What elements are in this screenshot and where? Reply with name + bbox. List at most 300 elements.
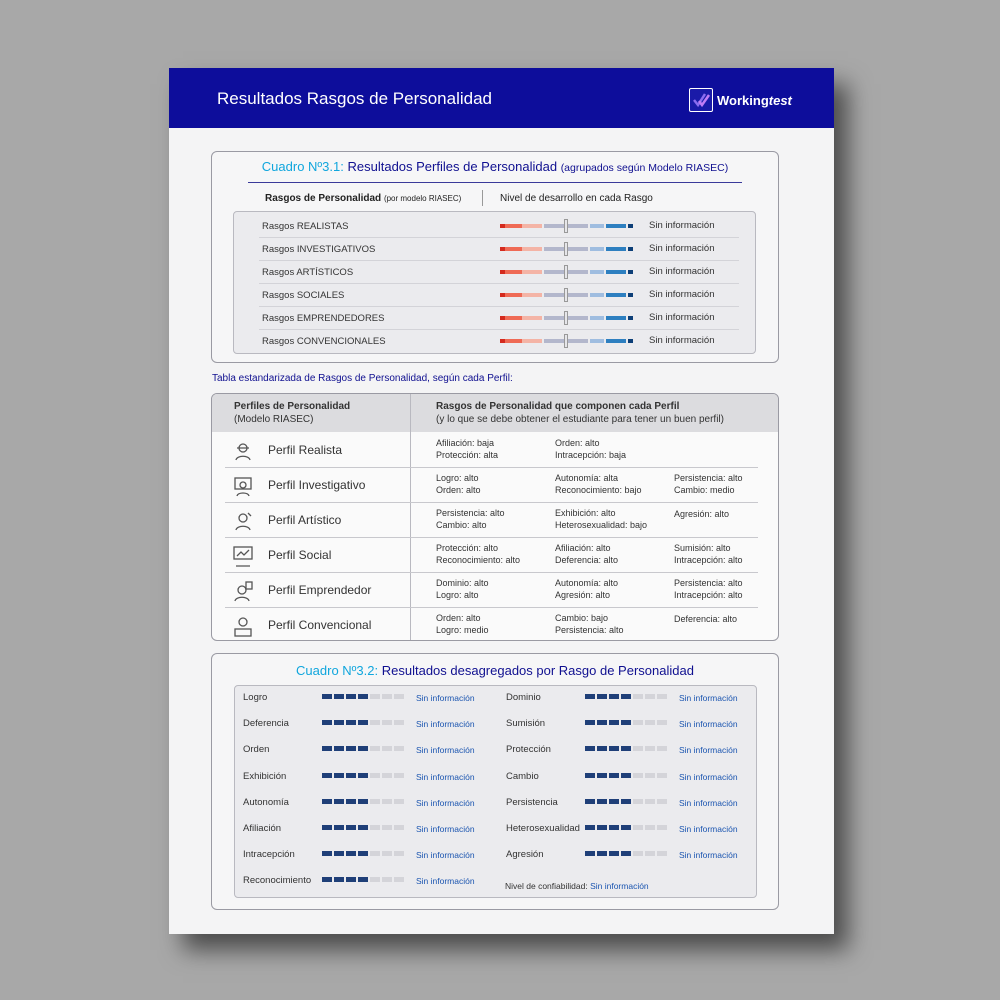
- trait-cell: [555, 612, 624, 636]
- scale-segment: [628, 293, 633, 297]
- worker-icon: [232, 440, 254, 462]
- bar-segment: [346, 851, 356, 856]
- page-title: Resultados Rasgos de Personalidad: [217, 89, 493, 108]
- trait-value: Sin información: [416, 850, 475, 861]
- trait-cell: [436, 542, 520, 566]
- trait-row-persistencia: [498, 791, 758, 817]
- trait-cell: [674, 613, 737, 625]
- scale-segment: [522, 339, 542, 343]
- trait-item: Heterosexualidad: bajo: [555, 520, 648, 530]
- scale-segment: [628, 247, 633, 251]
- trait-label: Orden: [243, 744, 270, 756]
- level-scale: [500, 293, 632, 297]
- trait-label: Dominio: [506, 692, 541, 703]
- bar-segment: [609, 746, 619, 751]
- trait-row-dominio: [498, 686, 758, 712]
- entrepreneur-icon: [232, 580, 254, 602]
- trait-level-bar: [585, 825, 667, 830]
- bar-segment: [370, 799, 380, 804]
- scale-marker: [564, 265, 568, 279]
- traits-results-panel: [234, 685, 757, 898]
- bar-segment: [633, 825, 643, 830]
- bar-segment: [645, 773, 655, 778]
- trait-item: Exhibición: alto: [555, 508, 616, 518]
- profile-name: Perfil Emprendedor: [268, 583, 372, 597]
- bar-segment: [597, 851, 607, 856]
- bar-segment: [334, 825, 344, 830]
- trait-level-bar: [322, 877, 404, 882]
- trait-row-proteccion: [498, 738, 758, 764]
- bar-segment: [334, 773, 344, 778]
- bar-segment: [394, 746, 404, 751]
- trait-item: Agresión: alto: [674, 509, 730, 519]
- bar-segment: [585, 694, 595, 699]
- bar-segment: [382, 799, 392, 804]
- trait-label: Afiliación: [243, 823, 282, 834]
- bar-segment: [382, 773, 392, 778]
- scale-segment: [522, 247, 542, 251]
- bar-segment: [657, 746, 667, 751]
- trait-item: Sumisión: alto: [674, 543, 731, 553]
- bar-segment: [334, 877, 344, 882]
- bar-segment: [633, 694, 643, 699]
- bar-segment: [358, 799, 368, 804]
- check-logo-icon: [689, 88, 713, 112]
- scale-segment: [606, 224, 626, 228]
- trait-value: Sin información: [679, 693, 738, 703]
- trait-level-bar: [322, 851, 404, 856]
- trait-cell: [674, 508, 729, 520]
- bar-segment: [346, 825, 356, 830]
- bar-segment: [382, 877, 392, 882]
- column-separator: [482, 190, 483, 206]
- trait-row-cambio: [498, 765, 758, 791]
- scale-segment: [628, 224, 633, 228]
- bar-segment: [334, 694, 344, 699]
- scale-marker: [564, 288, 568, 302]
- trait-item: Deferencia: alto: [674, 614, 738, 624]
- scale-segment: [522, 293, 542, 297]
- trait-cell: [674, 542, 743, 566]
- bar-segment: [382, 825, 392, 830]
- scale-segment: [606, 293, 626, 297]
- bar-segment: [597, 694, 607, 699]
- bar-segment: [609, 825, 619, 830]
- bar-segment: [645, 720, 655, 725]
- trait-cell: [555, 542, 618, 566]
- riasec-label: Rasgos EMPRENDEDORES: [262, 313, 385, 324]
- trait-item: Persistencia: alto: [436, 508, 505, 518]
- bar-segment: [609, 720, 619, 725]
- bar-segment: [370, 746, 380, 751]
- bar-segment: [657, 720, 667, 725]
- traits-column-header: Rasgos de Personalidad que componen cada Perfil (y lo que se debe obtener el estudiante para tener un buen perfil): [436, 401, 724, 425]
- profile-row-perfil-artistico: [212, 503, 778, 538]
- trait-row-deferencia: [235, 712, 495, 738]
- bar-segment: [394, 799, 404, 804]
- brand-logo: [689, 88, 792, 112]
- bar-segment: [334, 746, 344, 751]
- trait-level-bar: [585, 720, 667, 725]
- profile-name: Perfil Artístico: [268, 513, 342, 527]
- trait-item: Logro: alto: [436, 590, 479, 600]
- trait-level-bar: [322, 773, 404, 778]
- riasec-label: Rasgos SOCIALES: [262, 290, 345, 301]
- bar-segment: [322, 773, 332, 778]
- trait-level-bar: [585, 851, 667, 856]
- trait-label: Deferencia: [243, 718, 289, 730]
- trait-cell: [555, 577, 618, 601]
- bar-segment: [645, 746, 655, 751]
- riasec-value: Sin información: [649, 243, 715, 254]
- bar-segment: [585, 851, 595, 856]
- bar-segment: [370, 773, 380, 778]
- trait-item: Persistencia: alto: [674, 578, 743, 588]
- level-scale: [500, 316, 632, 320]
- bar-segment: [334, 720, 344, 725]
- trait-row-afiliacion: [235, 817, 495, 843]
- trait-label: Intracepción: [243, 849, 295, 861]
- trait-item: Autonomía: alta: [555, 473, 619, 483]
- profiles-table: [211, 393, 779, 641]
- profile-name: Perfil Social: [268, 548, 332, 562]
- trait-level-bar: [585, 694, 667, 699]
- trait-label: Logro: [243, 692, 268, 703]
- trait-value: Sin información: [679, 745, 738, 756]
- page-header: [169, 68, 834, 128]
- bar-segment: [609, 773, 619, 778]
- trait-row-sumision: [498, 712, 758, 738]
- bar-segment: [358, 851, 368, 856]
- researcher-icon: [232, 475, 254, 497]
- trait-value: Sin información: [416, 797, 475, 808]
- trait-item: Dominio: alto: [436, 578, 489, 588]
- trait-row-orden: [235, 738, 495, 764]
- riasec-row-rasgos-emprendedores: [234, 307, 755, 330]
- report-page: [169, 68, 834, 934]
- bar-segment: [358, 825, 368, 830]
- cuadro-3-1-title: Cuadro Nº3.1: Resultados Perfiles de Personalidad (agrupados según Modelo RIASEC): [261, 159, 729, 174]
- trait-label: Reconocimiento: [243, 875, 312, 887]
- bar-segment: [633, 746, 643, 751]
- bar-segment: [597, 825, 607, 830]
- presenter-icon: [232, 545, 254, 567]
- trait-level-bar: [322, 799, 404, 804]
- bar-segment: [322, 720, 332, 725]
- profile-row-perfil-investigativo: [212, 468, 778, 503]
- trait-cell: [555, 472, 642, 496]
- riasec-row-rasgos-realistas: [234, 215, 755, 238]
- bar-segment: [322, 746, 332, 751]
- cuadro-3-2-title: Cuadro Nº3.2: Resultados desagregados por Rasgo de Personalidad: [296, 663, 694, 678]
- bar-segment: [585, 773, 595, 778]
- trait-item: Logro: medio: [436, 625, 489, 635]
- bar-segment: [633, 720, 643, 725]
- bar-segment: [394, 773, 404, 778]
- trait-cell: [555, 507, 647, 531]
- trait-item: Persistencia: alto: [555, 625, 624, 635]
- trait-label: Cambio: [506, 770, 539, 782]
- profile-name: Perfil Realista: [268, 443, 343, 457]
- bar-segment: [322, 877, 332, 882]
- scale-segment: [522, 270, 542, 274]
- brand-name: Workingtest: [717, 92, 792, 108]
- title-underline: [248, 182, 742, 183]
- bar-segment: [358, 773, 368, 778]
- trait-row-intracepcion: [235, 843, 495, 869]
- bar-segment: [394, 851, 404, 856]
- trait-cell: [436, 612, 489, 636]
- trait-item: Persistencia: alto: [674, 473, 743, 483]
- bar-segment: [585, 746, 595, 751]
- bar-segment: [346, 694, 356, 699]
- bar-segment: [394, 877, 404, 882]
- level-scale: [500, 270, 632, 274]
- riasec-label: Rasgos INVESTIGATIVOS: [262, 244, 376, 255]
- table-caption: Tabla estandarizada de Rasgos de Personalidad, según cada Perfil:: [212, 373, 513, 384]
- bar-segment: [609, 851, 619, 856]
- bar-segment: [657, 799, 667, 804]
- scale-segment: [628, 316, 633, 320]
- bar-segment: [597, 720, 607, 725]
- scale-segment: [590, 247, 604, 251]
- trait-value: Sin información: [679, 719, 738, 730]
- trait-row-logro: [235, 686, 495, 712]
- confiabilidad-level: Nivel de confiabilidad: Sin información: [505, 881, 649, 891]
- bar-segment: [322, 851, 332, 856]
- trait-label: Autonomía: [243, 796, 289, 808]
- bar-segment: [597, 746, 607, 751]
- trait-level-bar: [322, 720, 404, 725]
- bar-segment: [633, 851, 643, 856]
- riasec-table: [233, 211, 756, 354]
- profile-row-perfil-realista: [212, 433, 778, 468]
- trait-item: Autonomía: alto: [555, 578, 619, 588]
- scale-marker: [564, 219, 568, 233]
- level-scale: [500, 224, 632, 228]
- trait-value: Sin información: [416, 771, 475, 782]
- bar-segment: [633, 773, 643, 778]
- trait-level-bar: [585, 746, 667, 751]
- bar-segment: [394, 720, 404, 725]
- profile-row-perfil-emprendedor: [212, 573, 778, 608]
- trait-level-bar: [585, 799, 667, 804]
- bar-segment: [657, 825, 667, 830]
- trait-item: Intracepción: alto: [674, 555, 743, 565]
- bar-segment: [394, 694, 404, 699]
- trait-row-agresion: [498, 843, 758, 869]
- riasec-value: Sin información: [649, 266, 715, 277]
- trait-item: Protección: alta: [436, 450, 499, 460]
- profiles-column-header: Perfiles de Personalidad (Modelo RIASEC): [234, 401, 351, 425]
- trait-cell: [555, 437, 626, 461]
- trait-label: Protección: [506, 744, 551, 756]
- trait-level-bar: [322, 825, 404, 830]
- trait-item: Agresión: alto: [555, 590, 611, 600]
- bar-segment: [358, 694, 368, 699]
- bar-segment: [322, 825, 332, 830]
- bar-segment: [585, 799, 595, 804]
- bar-segment: [645, 694, 655, 699]
- bar-segment: [370, 825, 380, 830]
- bar-segment: [609, 799, 619, 804]
- bar-segment: [382, 746, 392, 751]
- trait-level-bar: [322, 746, 404, 751]
- office-worker-icon: [232, 615, 254, 637]
- trait-item: Deferencia: alto: [555, 555, 619, 565]
- scale-segment: [590, 316, 604, 320]
- bar-segment: [621, 825, 631, 830]
- bar-segment: [645, 825, 655, 830]
- scale-marker: [564, 311, 568, 325]
- profiles-table-header: [212, 394, 778, 432]
- profile-row-perfil-convencional: [212, 608, 778, 641]
- bar-segment: [621, 799, 631, 804]
- bar-segment: [657, 694, 667, 699]
- trait-level-bar: [322, 694, 404, 699]
- scale-segment: [606, 339, 626, 343]
- riasec-value: Sin información: [649, 335, 715, 346]
- riasec-label: Rasgos CONVENCIONALES: [262, 336, 386, 347]
- trait-level-bar: [585, 773, 667, 778]
- bar-segment: [394, 825, 404, 830]
- cuadro-3-2: [211, 653, 779, 910]
- column-header-nivel: Nivel de desarrollo en cada Rasgo: [500, 193, 653, 204]
- bar-segment: [657, 851, 667, 856]
- bar-segment: [370, 720, 380, 725]
- trait-item: Orden: alto: [436, 613, 481, 623]
- bar-segment: [621, 851, 631, 856]
- trait-value: Sin información: [416, 693, 475, 703]
- bar-segment: [322, 694, 332, 699]
- trait-item: Orden: alto: [436, 485, 481, 495]
- bar-segment: [358, 720, 368, 725]
- scale-segment: [628, 339, 633, 343]
- bar-segment: [358, 746, 368, 751]
- bar-segment: [346, 799, 356, 804]
- trait-value: Sin información: [679, 824, 738, 834]
- bar-segment: [358, 877, 368, 882]
- bar-segment: [370, 877, 380, 882]
- bar-segment: [346, 877, 356, 882]
- trait-value: Sin información: [679, 797, 738, 808]
- scale-segment: [590, 293, 604, 297]
- bar-segment: [346, 720, 356, 725]
- trait-row-autonomia: [235, 791, 495, 817]
- trait-cell: [436, 472, 481, 496]
- riasec-value: Sin información: [649, 220, 715, 231]
- trait-cell: [674, 577, 743, 601]
- riasec-row-rasgos-investigativos: [234, 238, 755, 261]
- riasec-row-rasgos-sociales: [234, 284, 755, 307]
- bar-segment: [370, 694, 380, 699]
- bar-segment: [597, 773, 607, 778]
- scale-marker: [564, 334, 568, 348]
- riasec-label: Rasgos ARTÍSTICOS: [262, 267, 354, 278]
- riasec-row-rasgos-artisticos: [234, 261, 755, 284]
- bar-segment: [645, 799, 655, 804]
- scale-segment: [606, 270, 626, 274]
- riasec-label: Rasgos REALISTAS: [262, 221, 349, 232]
- trait-item: Protección: alto: [436, 543, 499, 553]
- bar-segment: [346, 773, 356, 778]
- bar-segment: [609, 694, 619, 699]
- bar-segment: [382, 851, 392, 856]
- trait-item: Afiliación: alto: [555, 543, 611, 553]
- trait-item: Orden: alto: [555, 438, 600, 448]
- bar-segment: [322, 799, 332, 804]
- trait-value: Sin información: [416, 876, 475, 887]
- column-header-rasgos: Rasgos de Personalidad (por modelo RIASEC): [265, 193, 462, 204]
- scale-segment: [590, 270, 604, 274]
- bar-segment: [346, 746, 356, 751]
- scale-marker: [564, 242, 568, 256]
- trait-label: Heterosexualidad: [506, 823, 580, 834]
- trait-item: Reconocimiento: alto: [436, 555, 521, 565]
- trait-item: Cambio: alto: [436, 520, 487, 530]
- scale-segment: [522, 316, 542, 320]
- riasec-row-rasgos-convencionales: [234, 330, 755, 353]
- bar-segment: [334, 851, 344, 856]
- trait-label: Agresión: [506, 849, 544, 861]
- profile-name: Perfil Investigativo: [268, 478, 366, 492]
- bar-segment: [370, 851, 380, 856]
- trait-item: Intracepción: alto: [674, 590, 743, 600]
- trait-item: Reconocimiento: bajo: [555, 485, 642, 495]
- trait-cell: [436, 507, 505, 531]
- bar-segment: [645, 851, 655, 856]
- level-scale: [500, 247, 632, 251]
- trait-cell: [436, 577, 489, 601]
- scale-segment: [522, 224, 542, 228]
- trait-row-exhibicion: [235, 765, 495, 791]
- trait-row-heterosexualidad: [498, 817, 758, 843]
- bar-segment: [621, 694, 631, 699]
- artist-icon: [232, 510, 254, 532]
- trait-label: Sumisión: [506, 718, 546, 730]
- profile-name: Perfil Convencional: [268, 618, 372, 632]
- level-scale: [500, 339, 632, 343]
- trait-item: Cambio: medio: [674, 485, 735, 495]
- trait-value: Sin información: [679, 771, 738, 782]
- scale-segment: [628, 270, 633, 274]
- scale-segment: [606, 316, 626, 320]
- bar-segment: [334, 799, 344, 804]
- bar-segment: [382, 694, 392, 699]
- riasec-value: Sin información: [649, 312, 715, 323]
- trait-value: Sin información: [416, 745, 475, 756]
- trait-label: Exhibición: [243, 770, 287, 782]
- bar-segment: [585, 720, 595, 725]
- trait-cell: [436, 437, 498, 461]
- bar-segment: [382, 720, 392, 725]
- trait-row-reconocimiento: [235, 869, 495, 895]
- bar-segment: [621, 773, 631, 778]
- cuadro-3-1: [211, 151, 779, 363]
- scale-segment: [606, 247, 626, 251]
- trait-cell: [674, 472, 743, 496]
- bar-segment: [621, 746, 631, 751]
- bar-segment: [597, 799, 607, 804]
- riasec-value: Sin información: [649, 289, 715, 300]
- trait-value: Sin información: [416, 824, 475, 834]
- trait-item: Intracepción: baja: [555, 450, 627, 460]
- scale-segment: [590, 224, 604, 228]
- trait-value: Sin información: [679, 850, 738, 861]
- trait-item: Cambio: bajo: [555, 613, 609, 623]
- trait-value: Sin información: [416, 719, 475, 730]
- trait-item: Afiliación: baja: [436, 438, 495, 448]
